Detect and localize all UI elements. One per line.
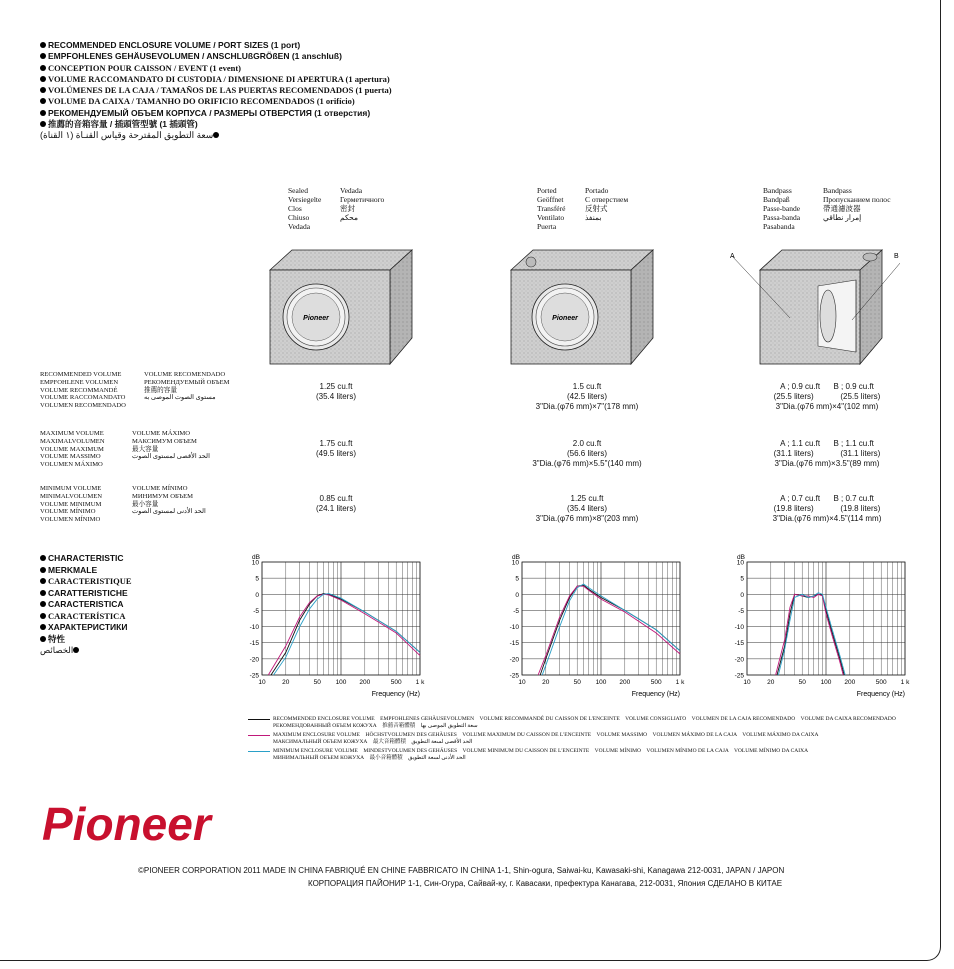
type-label: Ventilato [537, 213, 565, 222]
type-label: 反射式 [585, 204, 608, 213]
y-tick-label: -20 [509, 656, 519, 664]
value-line: (19.8 liters) (19.8 liters) [773, 504, 881, 513]
type-label: إمرار نطاقي [823, 213, 862, 222]
value-line: A ; 0.9 cu.ft B ; 0.9 cu.ft [780, 382, 874, 391]
heading-line [40, 40, 392, 51]
row-label-text: مستوى الصوت الموصى به [144, 394, 216, 402]
heading-text: سعة التطويق المقترحة وقياس القنـاة (١ القناة) [40, 130, 214, 141]
heading-text: РЕКОМЕНДУЕМЫЙ ОБЪЕМ КОРПУСА / РАЗМЕРЫ ОТВЕРСТИЯ (1 отверстия) [48, 107, 371, 118]
y-axis-label: dB [512, 554, 520, 561]
y-tick-label: 10 [251, 559, 259, 567]
box-brand-text: Pioneer [552, 315, 578, 322]
characteristic-heading [40, 553, 132, 657]
row-label-text: VOLUME RECOMENDADO [144, 371, 226, 378]
row-label-text: VOLUMEN RECOMENDADO [40, 402, 126, 410]
row-label-text: VOLUME MASSIMO [40, 453, 101, 461]
characteristic-text: CARACTERISTIQUE [48, 576, 132, 586]
y-tick-label: -15 [509, 640, 519, 648]
value-line: (31.1 liters) (31.1 liters) [773, 449, 881, 458]
type-label: Bandpass [763, 186, 792, 195]
series-line-minimum [542, 584, 680, 675]
legend-line: РЕКОМЕНДОВАННЫЙ ОБЪЕМ КОЖУХА 推薦音箱體積 سعة التطويق الموصى بها [273, 723, 478, 729]
y-tick-label: -10 [509, 624, 519, 632]
type-label: 帶通濾波器 [823, 204, 861, 213]
type-label: Герметичного [340, 195, 385, 204]
bullet-icon [73, 647, 79, 653]
footer-line-1: ©PIONEER CORPORATION 2011 MADE IN CHINA FABRIQUÉ EN CHINE FABBRICATO IN CHINA 1-1, Shin-ogura, Saiwai-ku, Kawasaki-shi, Kanagawa 212-0031, JAPAN / JAPON [138, 866, 785, 875]
characteristic-line [40, 576, 132, 588]
heading-line [40, 74, 392, 85]
row-label-text: MINIMALVOLUMEN [40, 492, 103, 500]
row-label-text: RECOMMENDED VOLUME [40, 371, 122, 378]
characteristic-text: CARACTERISTICA [48, 599, 124, 609]
bullet-icon [40, 98, 46, 104]
bullet-icon [40, 624, 46, 630]
bullet-icon [40, 555, 46, 561]
heading-line [40, 85, 392, 96]
characteristic-text: CHARACTERISTIC [48, 553, 124, 563]
legend-line: МАКСИМАЛЬНЫЙ ОБЪЕМ КОЖУХА 最大音箱體積 الحد الأقصى لسعة التطويق [273, 739, 473, 745]
bandpass-maximum-value [747, 439, 907, 469]
x-tick-label: 10 [518, 679, 526, 686]
x-tick-label: 100 [820, 679, 832, 686]
y-tick-label: -15 [734, 640, 744, 648]
series-line-recommended [540, 585, 680, 675]
legend-line: MINIMUM ENCLOSURE VOLUME MINDESTVOLUMEN DES GEHÄUSES VOLUME MINIMUM DU CAISSON DE L'ENCEINTE VOLUME MÍNIMO VOLUMEN MÍNIMO DE LA CAJA VOLUME MÍNIMO DA CAIXA [273, 748, 809, 754]
bandpass-response-chart [725, 548, 915, 708]
characteristic-text: CARACTERÍSTICA [48, 610, 126, 621]
type-label: Pasabanda [763, 222, 795, 231]
type-label: Vedada [288, 222, 311, 231]
type-label: Sealed [288, 186, 308, 195]
value-line: 3"Dia.(φ76 mm)×4.5"(114 mm) [772, 514, 882, 523]
marker-a: A [730, 253, 735, 260]
value-line: 3"Dia.(φ76 mm)×4"(102 mm) [775, 402, 879, 411]
row-label-text: 推薦的容量 [144, 386, 177, 394]
x-tick-label: 500 [650, 679, 662, 686]
row-label-text: РЕКОМЕНДУЕМЫЙ ОБЪЕМ [144, 378, 230, 386]
row-label-text: VOLUME MÍNIMO [132, 485, 188, 492]
logo-text: Pioneer [42, 800, 211, 850]
type-label: Ported [537, 186, 557, 195]
y-tick-label: -10 [249, 624, 259, 632]
sealed-recommended-value [256, 382, 416, 402]
x-tick-label: 50 [573, 679, 581, 686]
heading-line [40, 63, 392, 74]
legend-text [273, 716, 896, 730]
heading-text: 推薦的音箱容量 / 插頭管型號 (1 插頭管) [48, 119, 198, 130]
value-line: (35.4 liters) [315, 392, 356, 401]
row-label-text: 最大容量 [132, 445, 159, 453]
series-line-minimum [778, 593, 845, 675]
type-label: 密封 [340, 204, 355, 213]
type-label: Puerta [537, 222, 557, 231]
type-label: Chiuso [288, 213, 310, 222]
y-axis-label: dB [737, 554, 745, 561]
y-axis-label: dB [252, 554, 260, 561]
x-tick-label: 10 [743, 679, 751, 686]
y-tick-label: 0 [515, 591, 519, 599]
x-tick-label: 100 [335, 679, 347, 686]
row-label-text: الحد الأقصى لمستوى الصوت [132, 453, 210, 461]
characteristic-line [40, 599, 132, 611]
bullet-icon [40, 578, 46, 584]
row-label-text: MINIMUM VOLUME [40, 485, 102, 492]
x-tick-label: 100 [595, 679, 607, 686]
value-line: 2.0 cu.ft [572, 439, 602, 448]
x-tick-label: 20 [767, 679, 775, 686]
x-tick-label: 200 [619, 679, 631, 686]
legend-item [248, 748, 896, 762]
heading-line [40, 51, 392, 62]
characteristic-text: MERKMALE [48, 564, 98, 575]
bullet-icon [40, 613, 46, 619]
x-tick-label: 50 [798, 679, 806, 686]
x-tick-label: 500 [390, 679, 402, 686]
legend-text [273, 748, 808, 762]
row-label-text: EMPFOHLENE VOLUMEN [40, 378, 119, 386]
row-label-text: МИНИМУМ ОБЪЕМ [132, 492, 194, 500]
ported-minimum-value [507, 494, 667, 524]
row-label-text: MAXIMUM VOLUME [40, 430, 104, 437]
value-line: 1.5 cu.ft [572, 382, 602, 391]
y-tick-label: -10 [734, 624, 744, 632]
legend-swatch [248, 751, 270, 752]
heading-line [40, 130, 290, 141]
y-tick-label: -15 [249, 640, 259, 648]
bullet-icon [40, 636, 46, 642]
characteristic-line [40, 611, 132, 623]
value-line: 1.75 cu.ft [319, 439, 353, 448]
value-line: 1.25 cu.ft [319, 382, 353, 391]
y-tick-label: 10 [736, 559, 744, 567]
row-label-text: الحد الأدنى لمستوى الصوت [132, 508, 206, 516]
y-tick-label: -20 [734, 656, 744, 664]
value-line: (49.5 liters) [315, 449, 356, 458]
y-tick-label: -5 [253, 607, 259, 615]
legend-item [248, 716, 896, 730]
value-line: (56.6 liters) [566, 449, 607, 458]
characteristic-line [40, 553, 132, 565]
bullet-icon [213, 132, 219, 138]
row-label-text: VOLUME MINIMUM [40, 500, 102, 508]
chart-legend [248, 716, 896, 764]
bullet-icon [40, 87, 46, 93]
row-label-text: VOLUMEN MÍNIMO [40, 516, 101, 524]
sealed-enclosure-illustration [266, 240, 416, 370]
characteristic-text: الخصائص [40, 645, 74, 655]
y-tick-label: -5 [738, 607, 744, 615]
series-line-maximum [538, 586, 680, 675]
value-line: (42.5 liters) [566, 392, 607, 401]
type-label: Passe-bande [763, 204, 801, 213]
y-tick-label: 5 [515, 575, 519, 583]
characteristic-text: ХАРАКТЕРИСТИКИ [48, 622, 128, 632]
value-line: 3"Dia.(φ76 mm)×7"(178 mm) [535, 402, 639, 411]
x-tick-label: 200 [359, 679, 371, 686]
bullet-icon [40, 567, 46, 573]
sealed-maximum-value [256, 439, 416, 459]
bullet-icon [40, 121, 46, 127]
heading-text: EMPFOHLENES GEHÄUSEVOLUMEN / ANSCHLUßGRÖßEN (1 anschluß) [48, 51, 342, 62]
type-label: Пропусканием полос [823, 195, 891, 204]
characteristic-line [40, 622, 132, 634]
row-label-text: MAXIMALVOLUMEN [40, 437, 105, 445]
x-tick-label: 500 [875, 679, 887, 686]
characteristic-text: 特性 [48, 633, 66, 644]
row-label-text: 最小容量 [132, 500, 159, 508]
row-label-text: VOLUME MÁXIMO [132, 430, 191, 437]
type-label: Bandpass [823, 186, 852, 195]
y-tick-label: -25 [509, 672, 519, 680]
y-tick-label: 5 [255, 575, 259, 583]
port-hole [526, 257, 536, 267]
bullet-icon [40, 601, 46, 607]
heading-text: RECOMMENDED ENCLOSURE VOLUME / PORT SIZES (1 port) [48, 40, 301, 50]
x-tick-label: 20 [542, 679, 550, 686]
y-tick-label: -25 [734, 672, 744, 680]
y-tick-label: -20 [249, 656, 259, 664]
row-label-text: МАКСИМУМ ОБЪЕМ [132, 437, 197, 445]
marker-b: B [894, 253, 899, 260]
heading-text: CONCEPTION POUR CAISSON / EVENT (1 event) [48, 62, 241, 73]
heading-text: VOLUME RACCOMANDATO DI CUSTODIA / DIMENSIONE DI APERTURA (1 apertura) [48, 73, 390, 84]
type-label: С отверстием [585, 195, 629, 204]
legend-line: MAXIMUM ENCLOSURE VOLUME HÖCHSTVOLUMEN DES GEHÄUSES VOLUME MAXIMUM DU CAISSON DE L'ENCEINTE VOLUME MASSIMO VOLUMEN MÁXIMO DE LA CAJA VOLUME MÁXIMO DA CAIXA [273, 732, 819, 738]
value-line: 0.85 cu.ft [319, 494, 353, 503]
type-label: Portado [585, 186, 609, 195]
value-line: (25.5 liters) (25.5 liters) [773, 392, 881, 401]
x-tick-label: 20 [282, 679, 290, 686]
y-tick-label: -25 [249, 672, 259, 680]
legend-swatch [248, 735, 270, 736]
value-line: (35.4 liters) [566, 504, 607, 513]
y-tick-label: 5 [740, 575, 744, 583]
bullet-icon [40, 590, 46, 596]
x-axis-label: Frequency (Hz) [856, 691, 905, 698]
ported-recommended-value [507, 382, 667, 412]
legend-swatch [248, 719, 270, 720]
value-line: A ; 0.7 cu.ft B ; 0.7 cu.ft [780, 494, 874, 503]
ported-response-chart [500, 548, 690, 708]
x-tick-label: 200 [844, 679, 856, 686]
y-tick-label: 0 [740, 591, 744, 599]
characteristic-line [40, 565, 132, 577]
bullet-icon [40, 110, 46, 116]
pioneer-logo [40, 800, 305, 850]
value-line: (24.1 liters) [315, 504, 356, 513]
x-tick-label: 1 k [415, 679, 425, 686]
bullet-icon [40, 53, 46, 59]
heading-text: VOLÚMENES DE LA CAJA / TAMAÑOS DE LAS PUERTAS RECOMENDADOS (1 puerta) [48, 85, 392, 96]
bandpass-enclosure-illustration [730, 240, 900, 370]
bullet-icon [40, 76, 46, 82]
bandpass-recommended-value [747, 382, 907, 412]
y-tick-label: 10 [511, 559, 519, 567]
x-tick-label: 50 [313, 679, 321, 686]
type-label: Geöffnet [537, 195, 564, 204]
type-label: بمنفذ [585, 213, 602, 222]
footer-line-2: КОРПОРАЦИЯ ПАЙОНИР 1-1, Син-Огура, Сайвай-ку, г. Кавасаки, префектура Канагава, 212-0031, Япония СДЕЛАНО В КИТАЕ [308, 879, 783, 888]
x-tick-label: 1 k [900, 679, 910, 686]
y-tick-label: 0 [255, 591, 259, 599]
row-label-text: VOLUME MAXIMUM [40, 445, 104, 453]
type-label: Vedada [340, 186, 363, 195]
row-label-text: VOLUME MÍNIMO [40, 508, 96, 516]
row-label-text: VOLUMEN MÁXIMO [40, 461, 103, 469]
series-line-maximum [268, 594, 420, 675]
value-line: 3"Dia.(φ76 mm)×5.5"(140 mm) [532, 459, 642, 468]
type-label: Transféré [537, 204, 566, 213]
characteristic-line [40, 645, 110, 657]
value-line: 1.25 cu.ft [570, 494, 604, 503]
legend-line: RECOMMENDED ENCLOSURE VOLUME EMPFOHLENES GEHÄUSEVOLUMEN VOLUME RECOMMANDÉ DU CAISSON DE L'ENCEINTE VOLUME CONSIGLIATO VOLUMEN DE LA CAJA RECOMENDADO VOLUME DA CAIXA RECOMENDADO [273, 716, 896, 722]
x-axis-label: Frequency (Hz) [631, 691, 680, 698]
legend-text [273, 732, 818, 746]
legend-item [248, 732, 896, 746]
type-label: Bandpaß [763, 195, 790, 204]
heading-block [40, 40, 392, 142]
bullet-icon [40, 42, 46, 48]
row-label-text: VOLUME RACCOMANDATO [40, 394, 126, 402]
heading-line [40, 96, 392, 107]
bullet-icon [40, 65, 46, 71]
ported-maximum-value [507, 439, 667, 469]
heading-text: VOLUME DA CAIXA / TAMANHO DO ORIFICIO RECOMENDADOS (1 orifício) [48, 96, 355, 107]
x-tick-label: 1 k [675, 679, 685, 686]
row-label-text: VOLUME RECOMMANDÉ [40, 386, 118, 394]
bandpass-minimum-value [747, 494, 907, 524]
x-tick-label: 10 [258, 679, 266, 686]
heading-line [40, 108, 392, 119]
x-axis-label: Frequency (Hz) [371, 691, 420, 698]
type-label: Clos [288, 204, 302, 213]
sealed-minimum-value [256, 494, 416, 514]
y-tick-label: -5 [513, 607, 519, 615]
type-label: محكم [340, 213, 358, 222]
characteristic-text: CARATTERISTICHE [48, 587, 128, 598]
heading-line [40, 119, 392, 130]
value-line: 3"Dia.(φ76 mm)×8"(203 mm) [535, 514, 639, 523]
value-line: 3"Dia.(φ76 mm)×3.5"(89 mm) [774, 459, 880, 468]
type-label: Passa-banda [763, 213, 801, 222]
sealed-response-chart [240, 548, 430, 708]
type-label: Versiegelte [288, 195, 322, 204]
ported-enclosure-illustration [507, 240, 657, 370]
value-line: A ; 1.1 cu.ft B ; 1.1 cu.ft [780, 439, 874, 448]
characteristic-line [40, 588, 132, 600]
box-brand-text: Pioneer [303, 315, 329, 322]
characteristic-line [40, 634, 132, 646]
legend-line: МИНИМАЛЬНЫЙ ОБЪЕМ КОЖУХА 最小音箱體積 الحد الأدنى لسعة التطويق [273, 755, 466, 761]
